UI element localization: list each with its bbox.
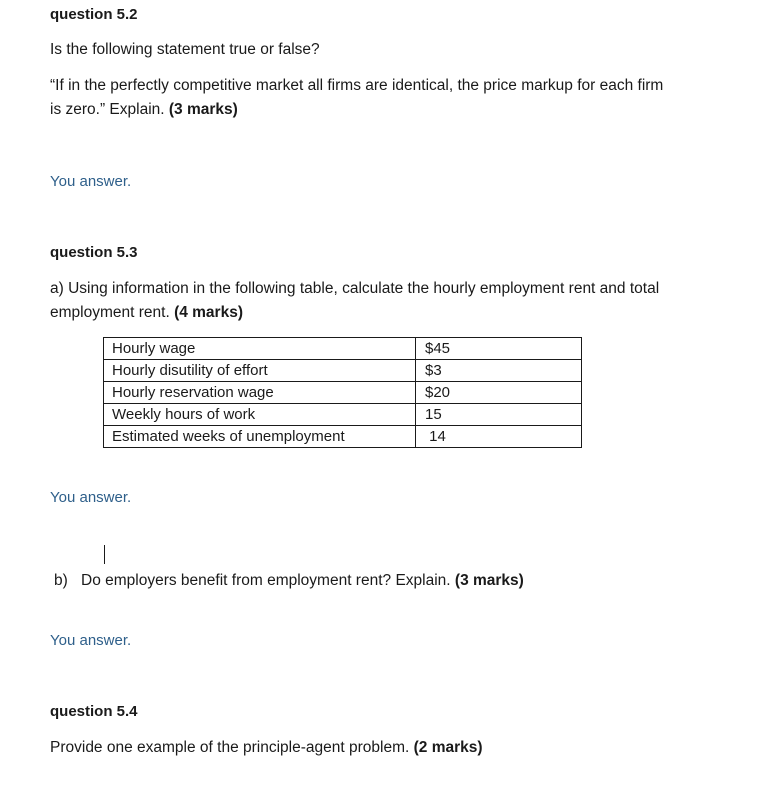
question-5-3a-line1: a) Using information in the following table, calculate the hourly employment rent and total (50, 280, 660, 297)
question-5-2-statement-line2 (50, 98, 238, 122)
table-cell-value: $45 (416, 338, 582, 360)
question-5-3a-text: employment rent. (50, 304, 175, 321)
question-5-3b-marks: (3 marks) (454, 572, 524, 589)
question-5-3b-answer[interactable]: You answer. (50, 632, 132, 649)
question-5-2-marks: (3 marks) (168, 101, 238, 118)
question-5-4-marks: (2 marks) (413, 739, 483, 756)
text-cursor (104, 545, 105, 564)
table-cell-value: 15 (416, 404, 582, 426)
question-5-4-line (50, 736, 483, 760)
table-row (104, 404, 582, 426)
table-cell-value: $3 (416, 360, 582, 382)
question-5-3a-marks: (4 marks) (174, 304, 243, 321)
question-5-3a-answer[interactable]: You answer. (50, 489, 132, 506)
table-row (104, 426, 582, 448)
employment-data-table (103, 337, 582, 448)
question-5-3-title: question 5.3 (50, 244, 138, 261)
question-5-3b-prefix: b) (54, 572, 68, 589)
table-cell-label: Hourly disutility of effort (104, 360, 416, 382)
table-cell-value: $20 (416, 382, 582, 404)
question-5-2-explain: is zero.” Explain. (50, 101, 169, 118)
question-5-4-text: Provide one example of the principle-agent problem. (50, 739, 414, 756)
question-5-2-prompt: Is the following statement true or false? (50, 41, 320, 58)
table-row (104, 382, 582, 404)
question-5-2-answer[interactable]: You answer. (50, 173, 132, 190)
table-cell-label: Hourly wage (104, 338, 416, 360)
table-cell-label: Hourly reservation wage (104, 382, 416, 404)
table-row (104, 338, 582, 360)
table-cell-label: Weekly hours of work (104, 404, 416, 426)
question-5-3b-line (81, 569, 524, 593)
question-5-3a-line2 (50, 301, 243, 325)
table-cell-label: Estimated weeks of unemployment (104, 426, 416, 448)
table-row (104, 360, 582, 382)
question-5-2-statement-line1: “If in the perfectly competitive market all firms are identical, the price markup for each firm (50, 77, 664, 94)
question-5-3b-text: Do employers benefit from employment rent? Explain. (81, 572, 455, 589)
question-5-2-title: question 5.2 (50, 6, 138, 23)
question-5-4-title: question 5.4 (50, 703, 138, 720)
table-cell-value: 14 (416, 426, 582, 448)
